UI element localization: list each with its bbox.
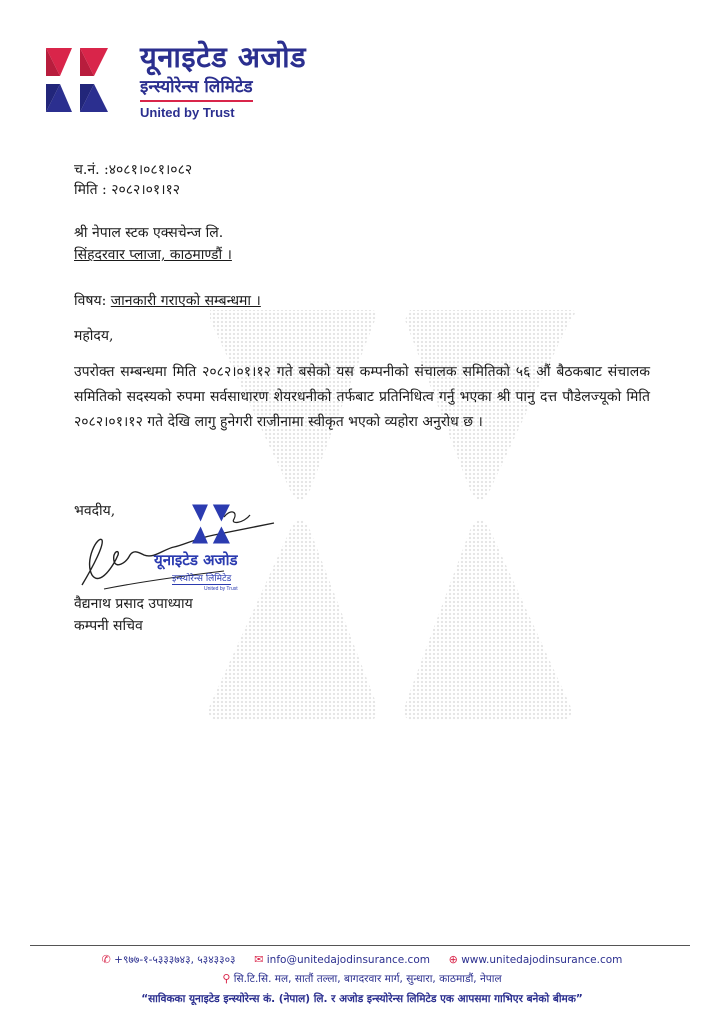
recipient-address: सिंहदरवार प्लाजा, काठमाण्डौं । [74, 247, 232, 263]
footer-merger-note: “साविकका यूनाइटेड इन्स्योरेन्स कं. (नेपाल) लि. र अजोड इन्स्योरेन्स लिमिटेड एक आपसमा गाभिएर बनेको बीमक” [141, 993, 583, 1005]
footer-divider [30, 945, 690, 946]
reference-number: च.नं. :४०८१।०८१।०८२ [74, 162, 193, 178]
stamp-tagline: United by Trust [204, 586, 238, 592]
signatory-title: कम्पनी सचिव [74, 618, 143, 634]
letter-body: उपरोक्त सम्बन्धमा मिति २०८२।०१।१२ गते बसेको यस कम्पनीको संचालक समितिको ५६ औं बैठकबाट संचालक समितिको सदस्यको रुपमा सर्वसाधारण शेयरधनीको तर्फबाट प्रतिनिधित्व गर्नु भएका श्री पानु दत्त पौडेलज्यूको मिति २०८२।०१।१२ गते देखि लागु हुनेगरी राजीनामा स्वीकृत भएको व्यहोरा अनुरोध छ । [74, 364, 650, 430]
phone-icon: ✆ [101, 953, 111, 966]
footer-address-row [0, 972, 724, 986]
globe-icon: ⊕ [448, 953, 458, 966]
company-tagline: United by Trust [140, 105, 235, 120]
company-logo-icon [44, 44, 110, 116]
company-subtitle: इन्स्योरेन्स लिमिटेड [140, 76, 253, 102]
subject-label: विषय: [74, 293, 107, 309]
letter-date: मिति : २०८२।०१।१२ [74, 182, 181, 198]
company-name: यूनाइटेड अजोड [140, 40, 307, 74]
subject-text: जानकारी गराएको सम्बन्धमा । [110, 293, 261, 309]
letterhead-brand [140, 40, 306, 120]
closing: भवदीय, [74, 503, 116, 519]
signatory-name: वैद्यनाथ प्रसाद उपाध्याय [74, 596, 193, 612]
footer-phone: +९७७-१-५३३३७४३, ५३४३३०३ [114, 954, 236, 966]
mail-icon: ✉ [254, 953, 264, 966]
footer-address: सि.टि.सि. मल, सातौं तल्ला, बागदरवार मार्ग, सुन्धारा, काठमाडौं, नेपाल [233, 973, 502, 985]
subject-line [74, 291, 261, 311]
stamp-company-subtitle: इन्स्योरेन्स लिमिटेड [172, 571, 231, 585]
footer-website[interactable]: www.unitedajodinsurance.com [461, 954, 623, 966]
recipient-name: श्री नेपाल स्टक एक्सचेन्ज लि. [74, 225, 224, 241]
stamp-company-name: यूनाइटेड अजोड [154, 551, 238, 569]
stamp-logo-icon [186, 502, 236, 546]
location-pin-icon: ⚲ [222, 972, 231, 985]
company-stamp [150, 500, 280, 605]
salutation: महोदय, [74, 328, 114, 344]
footer-email[interactable]: info@unitedajodinsurance.com [266, 954, 430, 966]
footer-contact-row [0, 953, 724, 967]
